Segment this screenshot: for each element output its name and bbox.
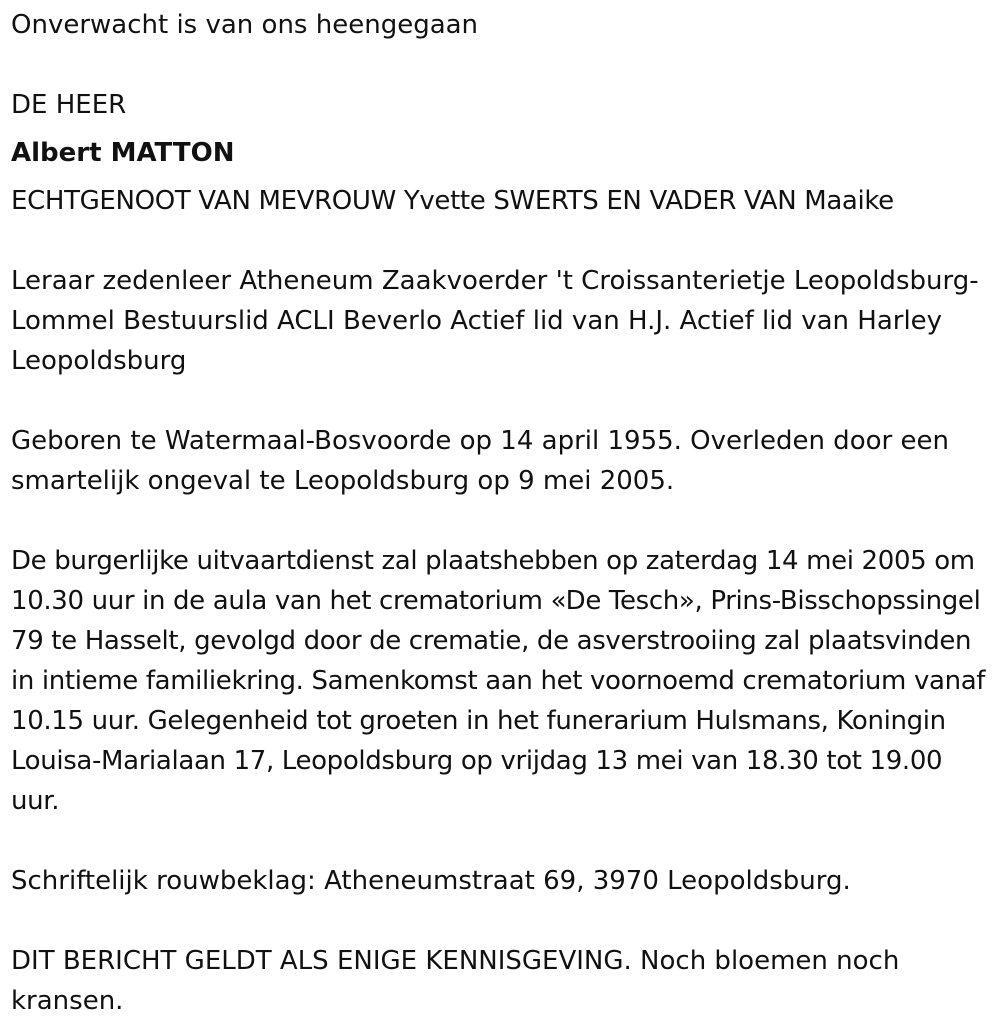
spacer [11,821,990,861]
spacer [11,125,990,133]
birth-death-paragraph: Geboren te Watermaal-Bosvoorde op 14 april 1955. Overleden door een smartelijk ongeval te Leopoldsburg op 9 mei 2005. [11,426,949,496]
deceased-name: Albert MATTON [11,138,235,168]
spacer [11,901,990,941]
spacer [11,45,990,85]
roles-paragraph: Leraar zedenleer Atheneum Zaakvoerder 't Croissanterietje Leopoldsburg-Lommel Bestuurslid ACLI Beverlo Actief lid van H.J. Actief lid van Harley Leopoldsburg [11,266,979,376]
closing-statement: DIT BERICHT GELDT ALS ENIGE KENNISGEVING. Noch bloemen noch kransen. [11,946,900,1016]
family-relation: ECHTGENOOT VAN MEVROUW Yvette SWERTS EN VADER VAN Maaike [11,186,894,216]
intro-line: Onverwacht is van ons heengegaan [11,10,479,40]
condolence-address: Schriftelijk rouwbeklag: Atheneumstraat 69, 3970 Leopoldsburg. [11,866,851,896]
spacer [11,221,990,261]
spacer [11,173,990,181]
funeral-service-paragraph: De burgerlijke uitvaartdienst zal plaatshebben op zaterdag 14 mei 2005 om 10.30 uur in de aula van het crematorium «De Tesch», Prins-Bisschopssingel 79 te Hasselt, gevolgd door de crematie, de asverstrooiing zal plaatsvinden in intieme familiekring. Samenkomst aan het voornoemd crematorium vanaf 10.15 uur. Gelegenheid tot groeten in het funerarium Hulsmans, Koningin Louisa-Marialaan 17, Leopoldsburg op vrijdag 13 mei van 18.30 tot 19.00 uur. [11,546,986,816]
honorific-title: DE HEER [11,90,127,120]
spacer [11,381,990,421]
spacer [11,501,990,541]
